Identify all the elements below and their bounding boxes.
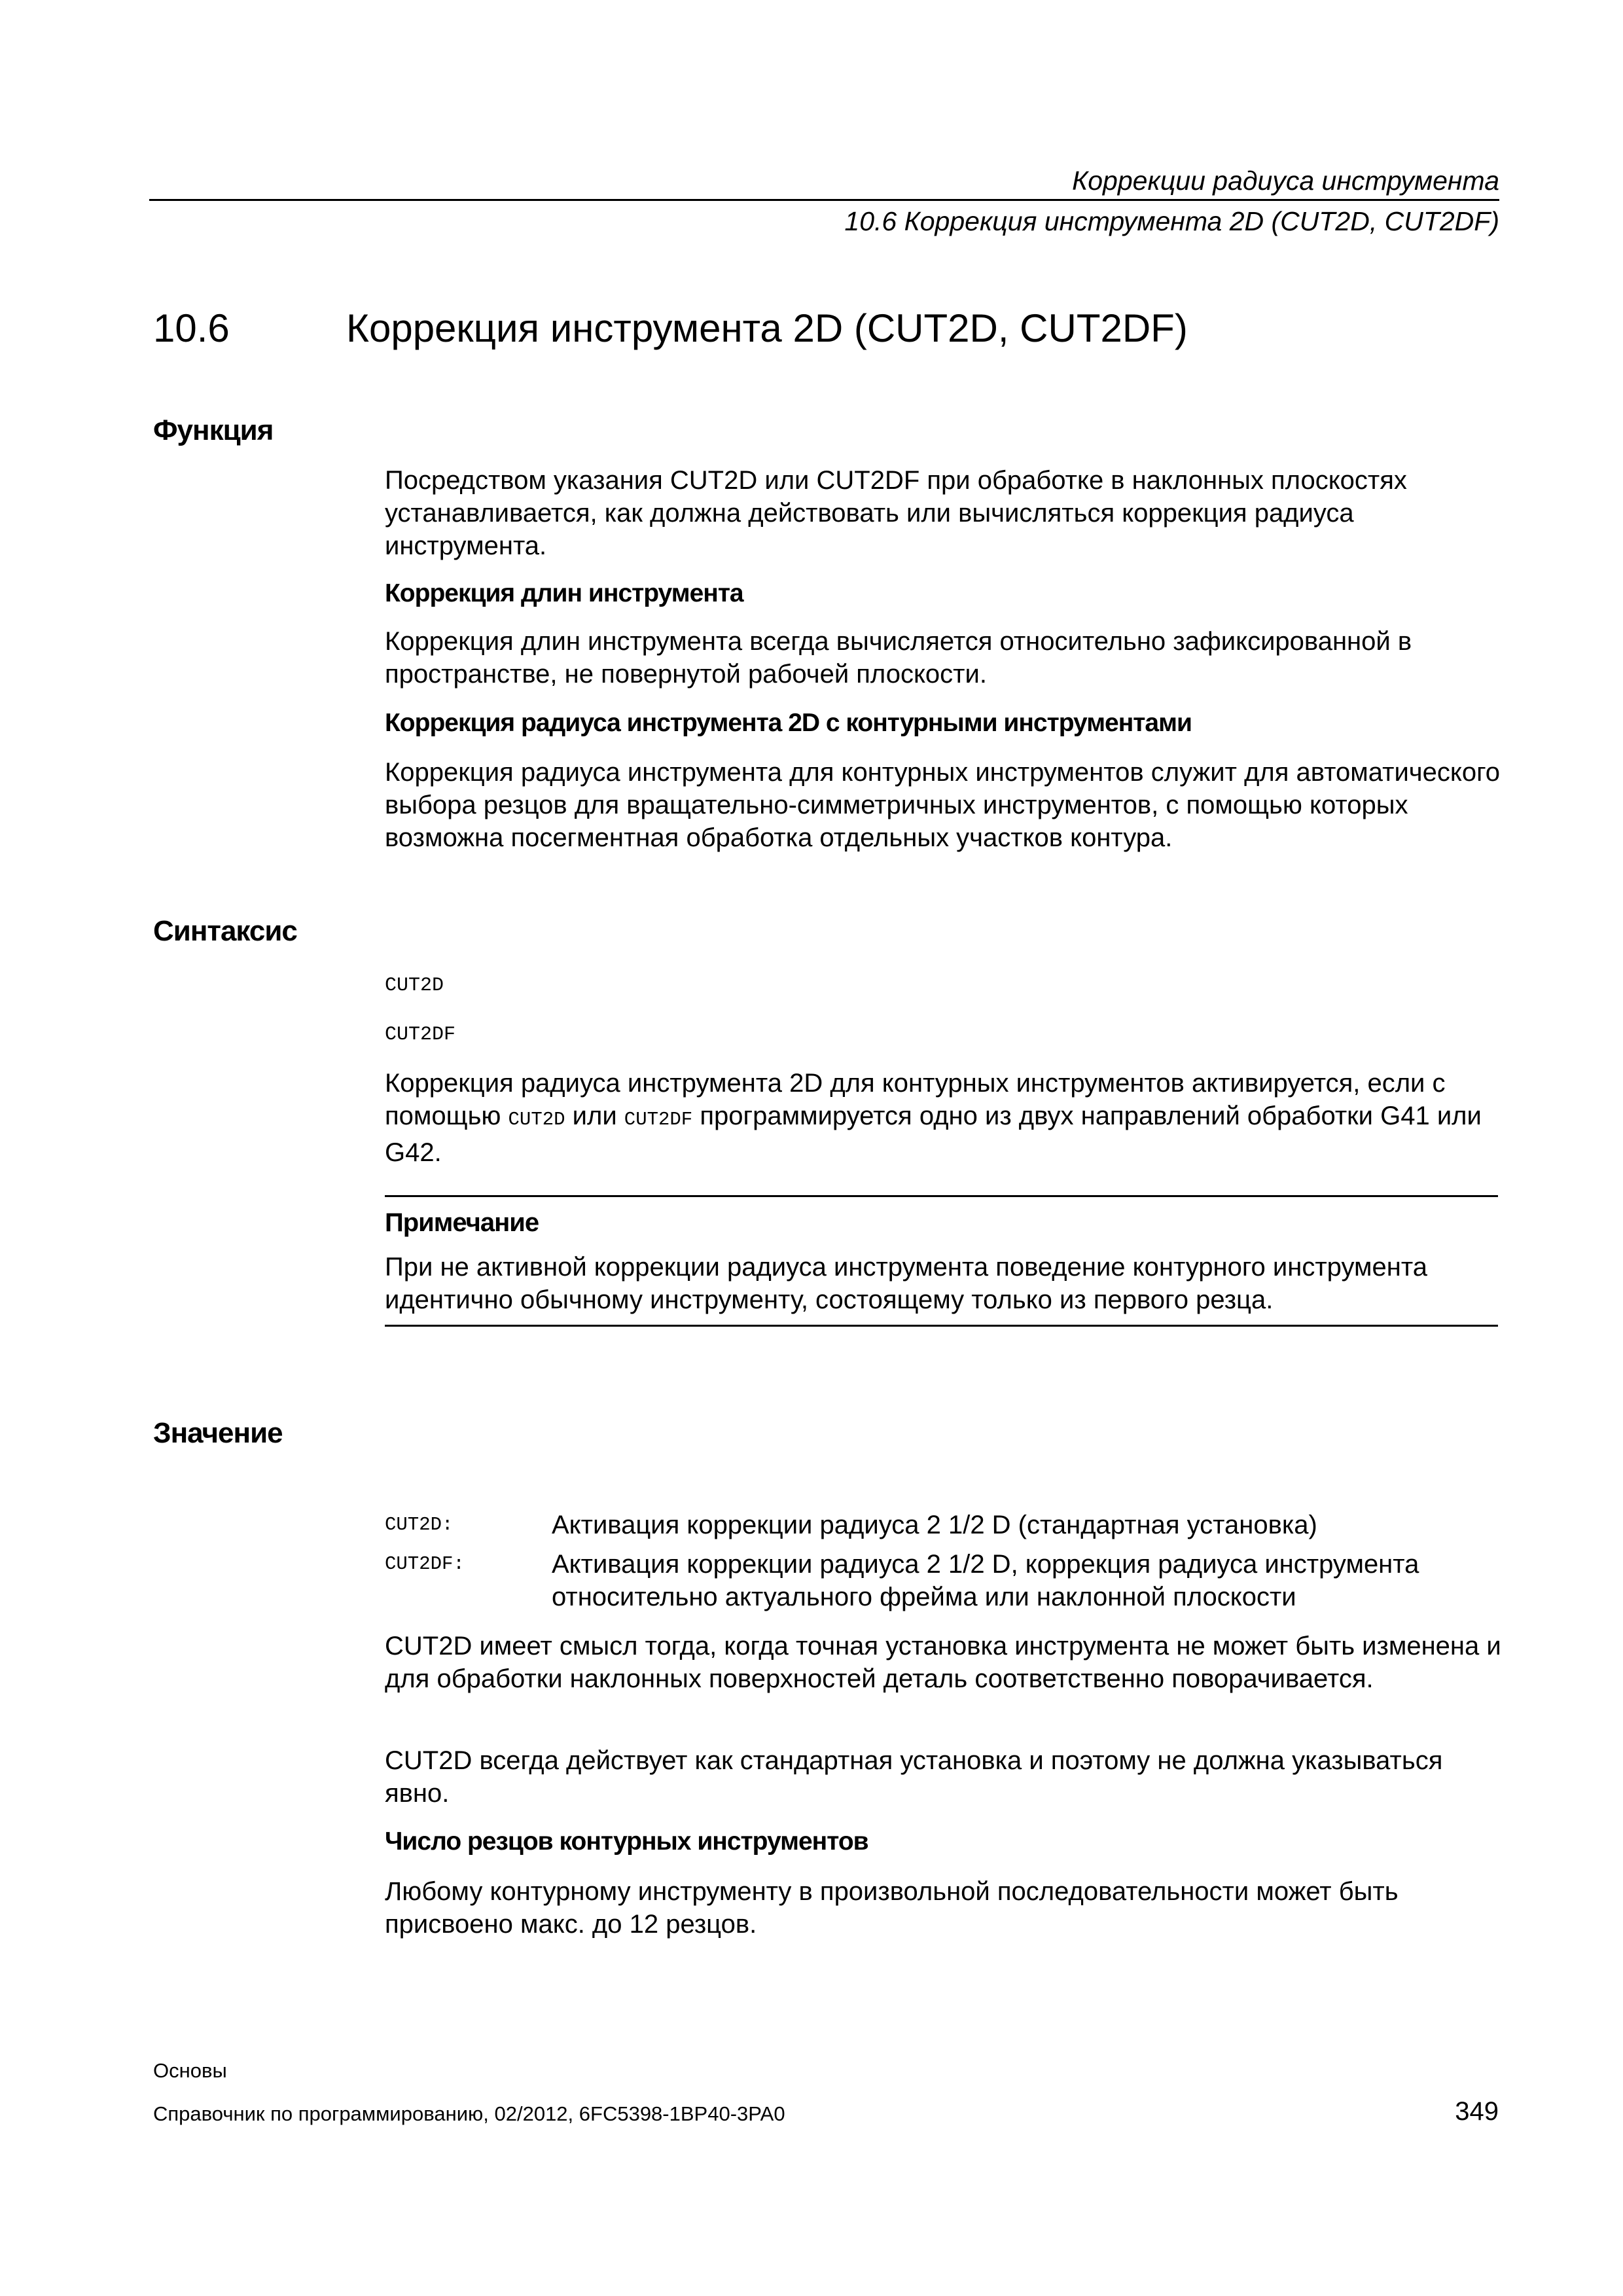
meaning-paragraph-2-block	[385, 1744, 1504, 1810]
meaning-def-cut2d: Активация коррекции радиуса 2 1/2 D (стандартная установка)	[552, 1511, 1317, 1539]
chapter-title-text: Коррекция инструмента 2D (CUT2D, CUT2DF)	[346, 306, 1188, 350]
footer-title: Основы	[153, 2059, 227, 2082]
contour-tools-text: Коррекция радиуса инструмента для контурных инструментов служит для автоматического выбора резцов для вращательно-симметричных инструментов, с помощью которых возможна посегментная обработка отдельных участков контура.	[385, 758, 1501, 852]
tool-length-text: Коррекция длин инструмента всегда вычисляется относительно зафиксированной в пространстве, не повернутой рабочей плоскости.	[385, 627, 1412, 689]
syntax-desc-mid: или	[565, 1102, 624, 1130]
syntax-desc-before: Коррекция радиуса инструмента 2D для контурных инструментов активируется, если с помощью	[385, 1069, 1446, 1130]
footer-manual-info: Справочник по программированию, 02/2012, 6FC5398-1BP40-3PA0	[153, 2102, 785, 2125]
running-header-subsection: 10.6 Коррекция инструмента 2D (CUT2D, CUT2DF)	[844, 206, 1499, 236]
note-text: При не активной коррекции радиуса инструмента поведение контурного инструмента идентично обычному инструменту, состоящему только из первого резца.	[385, 1253, 1427, 1314]
meaning-heading: Значение	[153, 1417, 283, 1449]
syntax-code-cut2d: CUT2D	[385, 975, 444, 997]
meaning-paragraph-2: CUT2D всегда действует как стандартная установка и поэтому не должна указываться явно.	[385, 1746, 1443, 1808]
note-title: Примечание	[385, 1208, 539, 1237]
syntax-desc-code-cut2d: CUT2D	[508, 1109, 565, 1130]
note-box	[385, 1195, 1498, 1327]
tool-length-text-block	[385, 625, 1504, 691]
cutting-edges-text: Любому контурному инструменту в произвольной последовательности может быть присвоено макс. до 12 резцов.	[385, 1877, 1399, 1939]
contour-tools-text-block	[385, 756, 1504, 854]
header-rule	[149, 199, 1499, 201]
meaning-def-cut2df: Активация коррекции радиуса 2 1/2 D, коррекция радиуса инструмента относительно актуального фрейма или наклонной плоскости	[552, 1550, 1419, 1611]
tool-length-subheading: Коррекция длин инструмента	[385, 579, 743, 607]
function-intro	[385, 464, 1504, 562]
meaning-term-cut2d: CUT2D:	[385, 1514, 454, 1535]
syntax-desc-code-cut2df: CUT2DF	[624, 1109, 693, 1130]
function-intro-text: Посредством указания CUT2D или CUT2DF при обработке в наклонных плоскостях устанавливается, как должна действовать или вычисляться коррекция радиуса инструмента.	[385, 466, 1407, 560]
syntax-description-text	[385, 1067, 1504, 1169]
page-number: 349	[1455, 2097, 1499, 2126]
running-header-section: Коррекции радиуса инструмента	[1072, 166, 1499, 196]
contour-tools-subheading: Коррекция радиуса инструмента 2D с контурными инструментами	[385, 709, 1192, 737]
meaning-paragraph-1-block	[385, 1630, 1504, 1695]
syntax-heading: Синтаксис	[153, 915, 297, 947]
syntax-desc-after: программируется одно из двух направлений обработки G41 или G42.	[385, 1102, 1482, 1167]
function-heading: Функция	[153, 414, 274, 446]
meaning-term-cut2df: CUT2DF:	[385, 1553, 465, 1575]
syntax-code-cut2df: CUT2DF	[385, 1024, 456, 1046]
meaning-paragraph-1: CUT2D имеет смысл тогда, когда точная установка инструмента не может быть изменена и для обработки наклонных поверхностей деталь соответственно поворачивается.	[385, 1632, 1501, 1693]
chapter-title	[153, 302, 1188, 355]
cutting-edges-subheading: Число резцов контурных инструментов	[385, 1827, 868, 1856]
syntax-description	[385, 1067, 1504, 1169]
chapter-number: 10.6	[153, 306, 230, 350]
cutting-edges-text-block	[385, 1875, 1504, 1941]
